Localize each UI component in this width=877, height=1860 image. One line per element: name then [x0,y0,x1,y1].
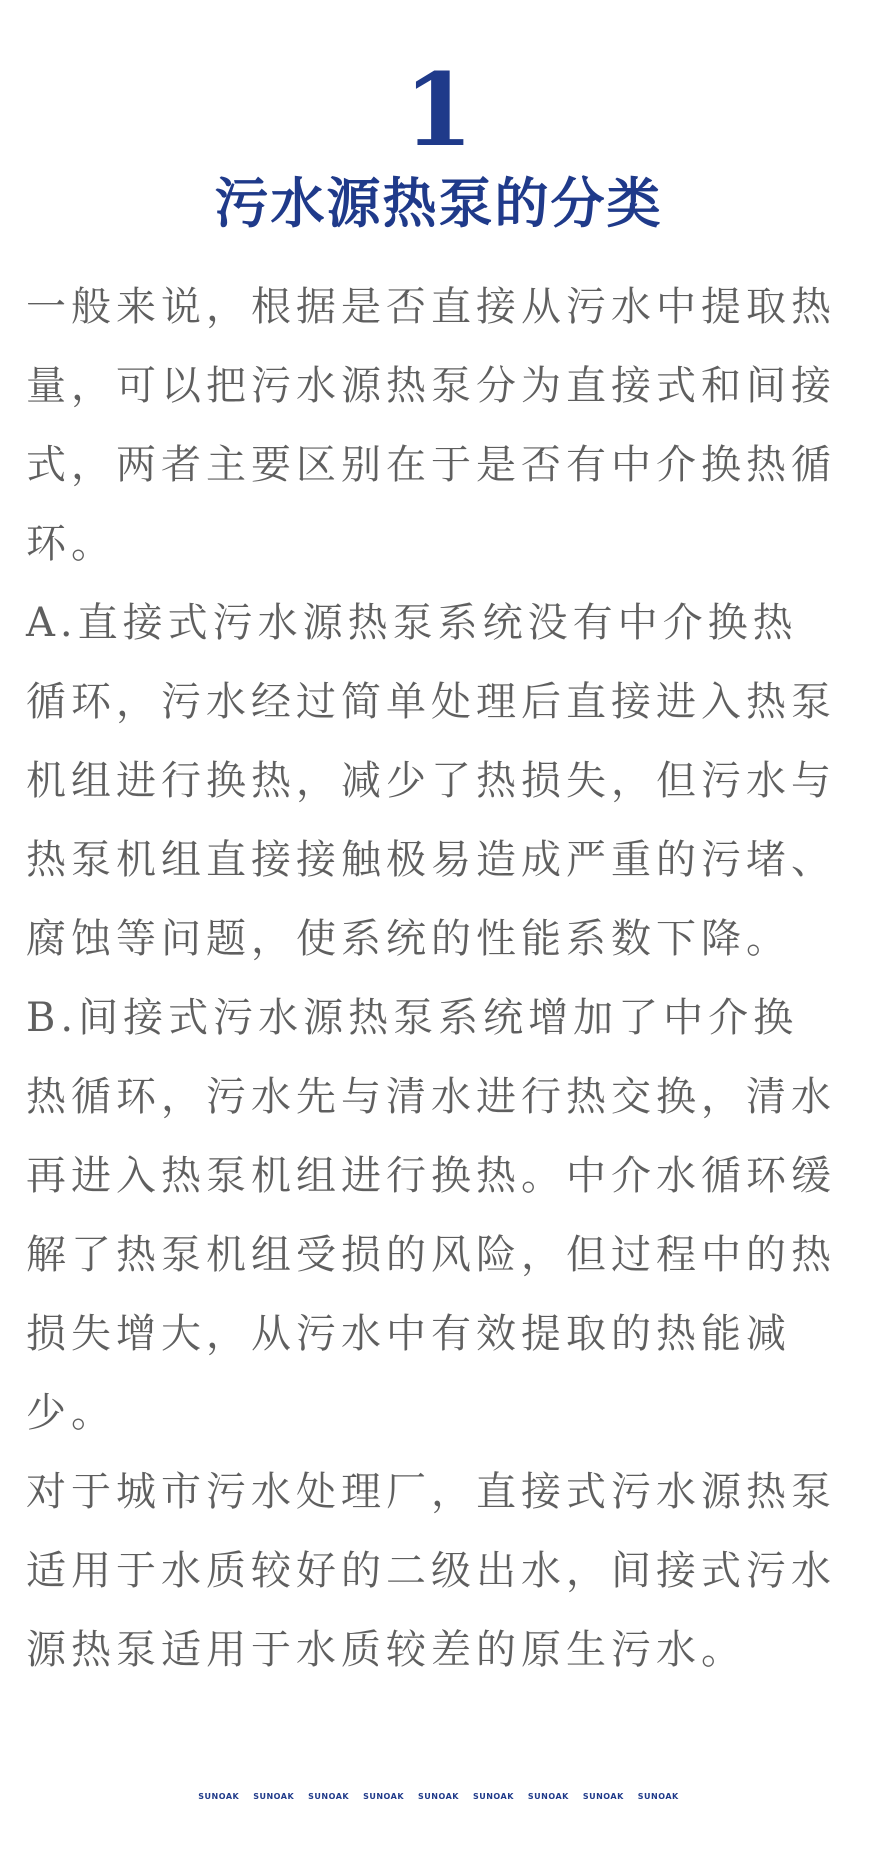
brand-logo: SUNOAK [253,1792,295,1801]
brand-logo: SUNOAK [308,1792,350,1801]
brand-logo: SUNOAK [418,1792,459,1801]
brand-logo: SUNOAK [637,1792,679,1801]
paragraph-conclusion: 对于城市污水处理厂，直接式污水源热泵适用于水质较好的二级出水，间接式污水源热泵适用于水质较差的原生污水。 [26,1469,836,1673]
footer-brand-strip [0,1792,877,1802]
brand-logo: SUNOAK [198,1792,240,1801]
paragraph-direct-type: A.直接式污水源热泵系统没有中介换热 循环，污水经过简单处理后直接进入热泵机组进行换热，减少了热损失，但污水与热泵机组直接接触极易造成严重的污堵、腐蚀等问题，使系统的性能系数下降。 [26,600,836,962]
brand-logo: SUNOAK [527,1792,569,1801]
section-number: 1 [403,51,474,169]
brand-logo: SUNOAK [582,1792,624,1801]
paragraph-intro: 一般来说，根据是否直接从污水中提取热量，可以把污水源热泵分为直接式和间接式，两者主要区别在于是否有中介换热循环。 [26,284,836,567]
paragraph-indirect-type: B.间接式污水源热泵系统增加了中介换 热循环，污水先与清水进行热交换，清水再进入热泵机组进行换热。中介水循环缓解了热泵机组受损的风险，但过程中的热损失增大，从污水中有效提取的热能减少。 [26,995,836,1436]
brand-logo: SUNOAK [363,1792,405,1801]
article-body [26,268,856,1690]
section-title: 污水源热泵的分类 [214,171,663,235]
brand-logo: SUNOAK [472,1792,514,1801]
